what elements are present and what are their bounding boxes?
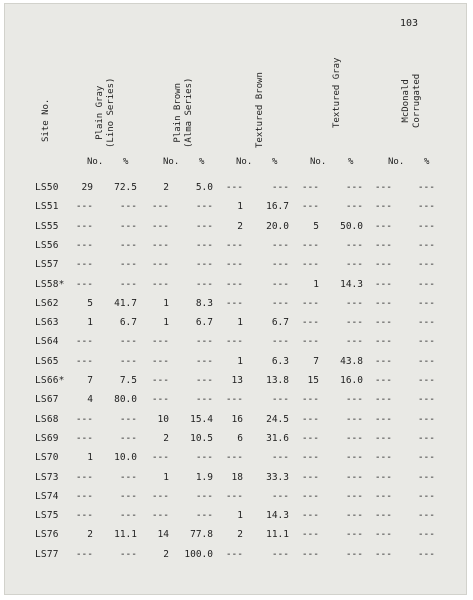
- site-number: LS73: [35, 471, 59, 483]
- cell-percent: 6.7: [271, 317, 289, 329]
- cell-count: ---: [225, 297, 243, 309]
- cell-percent: 7.5: [119, 375, 137, 386]
- cell-percent: ---: [195, 510, 213, 522]
- cell-percent: ---: [417, 259, 435, 271]
- cell-percent: ---: [417, 297, 435, 309]
- cell-percent: ---: [345, 336, 363, 348]
- cell-count: ---: [301, 490, 319, 502]
- cell-percent: ---: [417, 394, 435, 406]
- cell-percent: ---: [417, 529, 435, 541]
- cell-count: 1: [163, 471, 169, 483]
- subheader-pct: %: [123, 157, 129, 167]
- cell-count: ---: [301, 201, 319, 213]
- site-number: LS57: [35, 259, 59, 271]
- cell-percent: ---: [195, 201, 213, 213]
- cell-count: ---: [75, 259, 93, 271]
- cell-percent: ---: [119, 201, 137, 213]
- header-textured-gray: Textured Gray: [332, 57, 342, 128]
- cell-count: 2: [237, 529, 243, 541]
- cell-count: 2: [163, 432, 169, 444]
- cell-percent: ---: [345, 201, 363, 213]
- cell-percent: 31.6: [266, 432, 289, 444]
- cell-count: 2: [163, 548, 169, 560]
- cell-count: ---: [374, 259, 392, 271]
- cell-count: ---: [75, 471, 93, 483]
- cell-count: 2: [237, 220, 243, 232]
- cell-percent: 6.7: [119, 317, 137, 329]
- cell-percent: ---: [345, 510, 363, 522]
- cell-count: 7: [87, 375, 93, 386]
- cell-count: ---: [151, 490, 169, 502]
- cell-percent: ---: [271, 394, 289, 406]
- cell-count: ---: [151, 452, 169, 464]
- cell-count: ---: [374, 220, 392, 232]
- cell-percent: ---: [417, 510, 435, 522]
- site-number: LS76: [35, 529, 59, 541]
- cell-percent: ---: [345, 452, 363, 464]
- document-page: [4, 3, 467, 595]
- cell-count: ---: [151, 375, 169, 386]
- site-number: LS69: [35, 432, 59, 444]
- cell-count: ---: [225, 278, 243, 290]
- cell-percent: ---: [417, 490, 435, 502]
- cell-percent: ---: [119, 490, 137, 502]
- cell-percent: 43.8: [340, 355, 363, 367]
- subheader-no: No.: [236, 157, 253, 167]
- cell-percent: ---: [345, 413, 363, 425]
- cell-percent: ---: [271, 490, 289, 502]
- cell-count: ---: [301, 182, 319, 193]
- cell-percent: ---: [119, 278, 137, 290]
- header-plain-gray: Plain Gray (Lino Series): [95, 77, 116, 148]
- site-number: LS74: [35, 490, 59, 502]
- cell-count: 1: [313, 278, 319, 290]
- cell-percent: 5.0: [195, 182, 213, 193]
- cell-percent: 1.9: [195, 471, 213, 483]
- cell-percent: ---: [345, 317, 363, 329]
- cell-count: 7: [313, 355, 319, 367]
- cell-percent: 50.0: [340, 220, 363, 232]
- cell-percent: 16.7: [266, 201, 289, 213]
- cell-count: ---: [374, 375, 392, 386]
- cell-count: ---: [75, 220, 93, 232]
- cell-percent: ---: [345, 297, 363, 309]
- cell-count: 1: [237, 317, 243, 329]
- cell-count: ---: [225, 394, 243, 406]
- cell-count: ---: [374, 490, 392, 502]
- cell-percent: ---: [195, 394, 213, 406]
- cell-count: ---: [225, 336, 243, 348]
- site-number: LS51: [35, 201, 59, 213]
- cell-percent: ---: [195, 259, 213, 271]
- cell-percent: ---: [119, 413, 137, 425]
- cell-percent: 80.0: [114, 394, 137, 406]
- cell-percent: ---: [119, 336, 137, 348]
- cell-percent: 6.3: [271, 355, 289, 367]
- cell-percent: ---: [417, 355, 435, 367]
- cell-count: ---: [301, 548, 319, 560]
- cell-percent: 11.1: [114, 529, 137, 541]
- cell-percent: ---: [417, 336, 435, 348]
- header-mcdonald-corrugated: McDonald Corrugated: [401, 73, 422, 128]
- cell-count: ---: [75, 413, 93, 425]
- cell-count: 29: [81, 182, 93, 193]
- cell-percent: ---: [417, 375, 435, 386]
- cell-percent: 13.8: [266, 375, 289, 386]
- site-number: LS50: [35, 182, 59, 193]
- cell-count: 6: [237, 432, 243, 444]
- cell-count: ---: [374, 394, 392, 406]
- cell-percent: ---: [119, 471, 137, 483]
- cell-count: 1: [87, 452, 93, 464]
- cell-count: ---: [75, 490, 93, 502]
- cell-percent: ---: [345, 529, 363, 541]
- subheader-pct: %: [199, 157, 205, 167]
- cell-percent: 15.4: [190, 413, 213, 425]
- cell-count: ---: [75, 239, 93, 251]
- cell-count: 15: [307, 375, 319, 386]
- cell-percent: ---: [345, 259, 363, 271]
- cell-count: ---: [301, 394, 319, 406]
- cell-percent: ---: [417, 471, 435, 483]
- cell-percent: ---: [271, 452, 289, 464]
- cell-count: ---: [225, 182, 243, 193]
- header-textured-brown: Textured Brown: [255, 72, 265, 148]
- site-number: LS64: [35, 336, 59, 348]
- cell-count: 13: [231, 375, 243, 386]
- cell-count: ---: [75, 548, 93, 560]
- cell-percent: ---: [345, 239, 363, 251]
- header-site-no: Site No.: [41, 98, 51, 142]
- cell-count: ---: [151, 355, 169, 367]
- cell-count: ---: [301, 413, 319, 425]
- cell-count: ---: [151, 239, 169, 251]
- cell-count: 1: [237, 510, 243, 522]
- cell-count: ---: [225, 490, 243, 502]
- cell-percent: ---: [345, 182, 363, 193]
- cell-percent: ---: [271, 336, 289, 348]
- cell-percent: ---: [417, 317, 435, 329]
- cell-percent: ---: [195, 220, 213, 232]
- cell-count: ---: [301, 432, 319, 444]
- cell-count: ---: [374, 452, 392, 464]
- site-number: LS66*: [35, 375, 65, 386]
- cell-percent: ---: [119, 259, 137, 271]
- cell-percent: ---: [345, 471, 363, 483]
- site-number: LS75: [35, 510, 59, 522]
- cell-count: ---: [374, 239, 392, 251]
- cell-percent: ---: [119, 548, 137, 560]
- cell-percent: ---: [271, 239, 289, 251]
- cell-percent: 8.3: [195, 297, 213, 309]
- cell-percent: ---: [417, 201, 435, 213]
- cell-count: ---: [374, 336, 392, 348]
- site-number: LS68: [35, 413, 59, 425]
- cell-count: ---: [151, 278, 169, 290]
- subheader-no: No.: [163, 157, 180, 167]
- cell-percent: 10.0: [114, 452, 137, 464]
- cell-percent: 10.5: [190, 432, 213, 444]
- subheader-no: No.: [87, 157, 104, 167]
- site-number: LS62: [35, 297, 59, 309]
- cell-percent: ---: [345, 490, 363, 502]
- cell-percent: ---: [195, 375, 213, 386]
- cell-count: ---: [75, 201, 93, 213]
- cell-count: ---: [151, 394, 169, 406]
- cell-count: 2: [163, 182, 169, 193]
- cell-count: ---: [301, 317, 319, 329]
- cell-count: 14: [157, 529, 169, 541]
- cell-percent: ---: [271, 548, 289, 560]
- cell-percent: ---: [417, 413, 435, 425]
- cell-percent: 16.0: [340, 375, 363, 386]
- subheader-no: No.: [310, 157, 327, 167]
- cell-percent: 14.3: [266, 510, 289, 522]
- cell-percent: ---: [195, 239, 213, 251]
- site-number: LS55: [35, 220, 59, 232]
- cell-percent: ---: [271, 259, 289, 271]
- cell-percent: ---: [345, 432, 363, 444]
- cell-count: 1: [163, 297, 169, 309]
- cell-percent: ---: [195, 452, 213, 464]
- cell-count: ---: [75, 278, 93, 290]
- cell-percent: ---: [271, 278, 289, 290]
- site-number: LS58*: [35, 278, 65, 290]
- header-plain-brown: Plain Brown (Alma Series): [173, 77, 194, 148]
- cell-count: 2: [87, 529, 93, 541]
- subheader-no: No.: [388, 157, 405, 167]
- cell-count: 4: [87, 394, 93, 406]
- cell-percent: ---: [119, 355, 137, 367]
- cell-percent: 33.3: [266, 471, 289, 483]
- site-number: LS56: [35, 239, 59, 251]
- cell-percent: 11.1: [266, 529, 289, 541]
- cell-count: ---: [301, 297, 319, 309]
- cell-percent: ---: [195, 490, 213, 502]
- cell-count: ---: [151, 220, 169, 232]
- cell-count: ---: [151, 201, 169, 213]
- subheader-pct: %: [272, 157, 278, 167]
- cell-count: ---: [301, 259, 319, 271]
- cell-count: ---: [151, 510, 169, 522]
- cell-count: ---: [301, 239, 319, 251]
- subheader-pct: %: [348, 157, 354, 167]
- cell-percent: ---: [271, 182, 289, 193]
- cell-count: ---: [374, 529, 392, 541]
- cell-count: 1: [87, 317, 93, 329]
- cell-count: ---: [75, 355, 93, 367]
- cell-count: ---: [75, 336, 93, 348]
- subheader-pct: %: [424, 157, 430, 167]
- cell-percent: ---: [119, 220, 137, 232]
- cell-percent: 20.0: [266, 220, 289, 232]
- cell-count: ---: [75, 432, 93, 444]
- cell-count: ---: [301, 529, 319, 541]
- site-number: LS65: [35, 355, 59, 367]
- cell-count: ---: [301, 452, 319, 464]
- site-number: LS63: [35, 317, 59, 329]
- cell-percent: ---: [417, 278, 435, 290]
- cell-count: ---: [374, 182, 392, 193]
- cell-percent: ---: [417, 239, 435, 251]
- cell-percent: ---: [417, 432, 435, 444]
- cell-count: ---: [374, 510, 392, 522]
- cell-percent: ---: [119, 239, 137, 251]
- cell-count: 16: [231, 413, 243, 425]
- cell-count: ---: [374, 355, 392, 367]
- cell-count: ---: [225, 259, 243, 271]
- cell-percent: ---: [345, 394, 363, 406]
- cell-count: ---: [75, 510, 93, 522]
- cell-count: ---: [374, 317, 392, 329]
- cell-count: 10: [157, 413, 169, 425]
- cell-count: ---: [374, 471, 392, 483]
- cell-percent: ---: [345, 548, 363, 560]
- cell-count: ---: [301, 471, 319, 483]
- cell-count: 5: [313, 220, 319, 232]
- cell-percent: ---: [119, 510, 137, 522]
- cell-count: ---: [374, 297, 392, 309]
- cell-percent: ---: [417, 220, 435, 232]
- cell-count: 18: [231, 471, 243, 483]
- cell-count: ---: [374, 201, 392, 213]
- cell-percent: ---: [417, 548, 435, 560]
- cell-percent: ---: [119, 432, 137, 444]
- cell-count: ---: [225, 452, 243, 464]
- site-number: LS67: [35, 394, 59, 406]
- cell-percent: ---: [271, 297, 289, 309]
- cell-percent: 72.5: [114, 182, 137, 193]
- cell-count: ---: [374, 548, 392, 560]
- cell-count: ---: [374, 413, 392, 425]
- cell-count: ---: [151, 336, 169, 348]
- cell-count: 1: [237, 355, 243, 367]
- cell-percent: ---: [417, 182, 435, 193]
- cell-count: 1: [163, 317, 169, 329]
- cell-percent: 77.8: [190, 529, 213, 541]
- cell-count: ---: [301, 510, 319, 522]
- cell-percent: 24.5: [266, 413, 289, 425]
- cell-percent: ---: [417, 452, 435, 464]
- page-number: 103: [400, 18, 419, 29]
- cell-percent: 14.3: [340, 278, 363, 290]
- cell-count: ---: [374, 432, 392, 444]
- cell-count: ---: [374, 278, 392, 290]
- site-number: LS70: [35, 452, 59, 464]
- cell-count: ---: [225, 548, 243, 560]
- cell-count: ---: [151, 259, 169, 271]
- cell-percent: 6.7: [195, 317, 213, 329]
- cell-percent: ---: [195, 355, 213, 367]
- cell-percent: 41.7: [114, 297, 137, 309]
- cell-count: 5: [87, 297, 93, 309]
- cell-percent: 100.0: [184, 548, 213, 560]
- cell-count: 1: [237, 201, 243, 213]
- cell-count: ---: [301, 336, 319, 348]
- cell-percent: ---: [195, 278, 213, 290]
- cell-percent: ---: [195, 336, 213, 348]
- site-number: LS77: [35, 548, 59, 560]
- cell-count: ---: [225, 239, 243, 251]
